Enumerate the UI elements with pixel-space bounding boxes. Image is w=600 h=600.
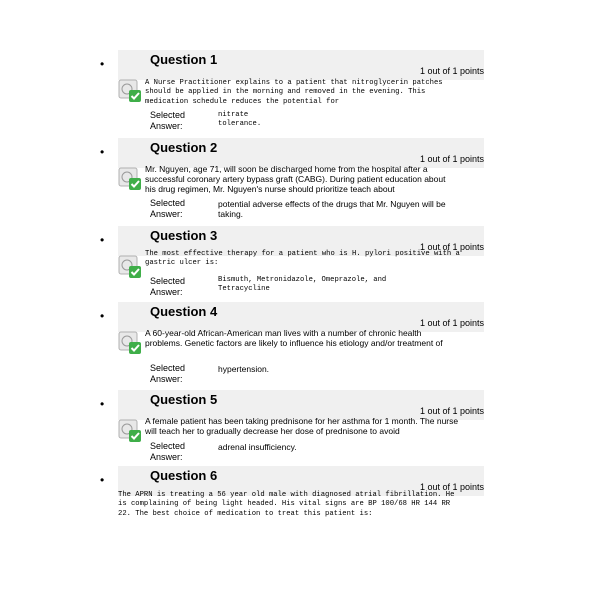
question-text: The most effective therapy for a patient who is H. pylori positive with a gastric ulcer is: [145,250,460,268]
question-title: Question 4 [150,304,218,319]
selected-answer: adrenal insufficiency. [218,442,297,452]
points-label: 1 out of 1 points [419,154,484,164]
question-title: Question 6 [150,468,218,483]
question-title: Question 5 [150,392,218,407]
question-title: Question 1 [150,52,218,67]
selected-answer-label: Selected Answer: [150,441,186,462]
selected-answer: Bismuth, Metronidazole, Omeprazole, and Tetracycline [218,276,387,294]
correct-check-icon [118,419,142,443]
bullet-icon: • [100,397,105,411]
question-text: A Nurse Practitioner explains to a patient that nitroglycerin patches should be applied in the morning and removed in the evening. This medication schedule reduces the potential for [145,79,443,106]
points-label: 1 out of 1 points [419,482,484,492]
correct-check-icon [118,331,142,355]
question-text: A female patient has been taking prednisone for her asthma for 1 month. The nurse will teach her to gradually decrease her dose of prednisone to avoid [145,416,459,436]
bullet-icon: • [100,145,105,159]
bullet-icon: • [100,233,105,247]
correct-check-icon [118,167,142,191]
bullet-icon: • [100,473,105,487]
selected-answer: hypertension. [218,364,270,374]
points-label: 1 out of 1 points [419,66,484,76]
bullet-icon: • [100,57,105,71]
correct-check-icon [118,255,142,279]
points-label: 1 out of 1 points [419,406,484,416]
bullet-icon: • [100,309,105,323]
question-text: A 60-year-old African-American man lives with a number of chronic health problems. Genetic factors are likely to influence his etiology and/or treatment of [145,328,443,348]
selected-answer-label: Selected Answer: [150,198,186,219]
selected-answer-label: Selected Answer: [150,110,186,131]
question-title: Question 2 [150,140,218,155]
points-label: 1 out of 1 points [419,242,484,252]
question-text: Mr. Nguyen, age 71, will soon be discharged home from the hospital after a successful coronary artery bypass graft (CABG). During patient education about his drug regimen, Mr. Nguyen's nurse should prioritize teach about [145,164,446,194]
correct-check-icon [118,79,142,103]
selected-answer: potential adverse effects of the drugs that Mr. Nguyen will be taking. [218,199,446,219]
question-title: Question 3 [150,228,218,243]
selected-answer-label: Selected Answer: [150,363,186,384]
selected-answer: nitrate tolerance. [218,111,262,129]
selected-answer-label: Selected Answer: [150,276,186,297]
points-label: 1 out of 1 points [419,318,484,328]
question-text: The APRN is treating a 56 year old male with diagnosed atrial fibrillation. He is complaining of being light headed. His vital signs are BP 100/68 HR 144 RR 22. The best choice of medication to treat this patient is: [118,491,455,518]
